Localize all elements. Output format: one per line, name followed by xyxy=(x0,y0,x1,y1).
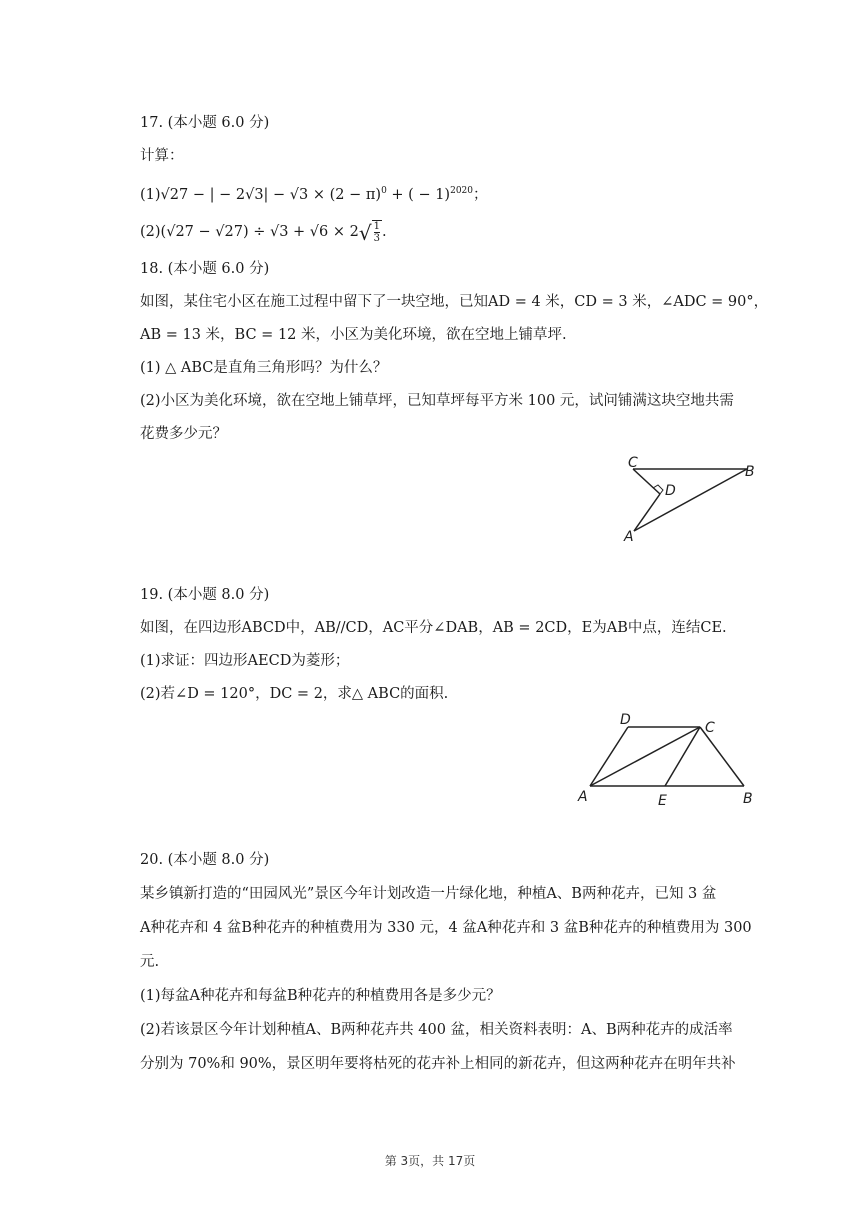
q19-part1: (1)求证：四边形AECD为菱形； xyxy=(140,653,350,669)
q17-part1-end: ； xyxy=(473,187,488,203)
q18-header: 18. (本小题 6.0 分) xyxy=(140,261,270,277)
label-d: D xyxy=(665,483,676,499)
q17-part2-label: (2) xyxy=(140,224,161,240)
q18-part2b: 花费多少元？ xyxy=(140,426,227,442)
segment-ad xyxy=(590,727,628,786)
label-e: E xyxy=(658,793,667,809)
page-footer: 第 3页，共 17页 xyxy=(384,1154,476,1168)
q17-intro: 计算： xyxy=(140,148,184,164)
q19-line1: 如图，在四边形ABCD中，AB//CD，AC平分∠DAB，AB = 2CD，E为AB中点，连结CE. xyxy=(140,620,727,636)
segment-da xyxy=(634,494,660,531)
segment-ac xyxy=(590,727,700,786)
q20-part2: (2)若该景区今年计划种植A、B两种花卉共 400 盆，相关资料表明：A、B两种花卉的成活率 xyxy=(140,1022,733,1038)
q17-part1-expr: √27 − | − 2√3| − √3 × (2 − π) xyxy=(160,187,382,203)
label-c: C xyxy=(705,720,715,736)
q18-line2: AB = 13 米，BC = 12 米，小区为美化环境，欲在空地上铺草坪. xyxy=(140,327,567,343)
label-b: B xyxy=(745,464,755,480)
q18-part1: (1) △ ABC是直角三角形吗？为什么？ xyxy=(140,360,388,376)
q17-part2 xyxy=(140,220,750,244)
q19-figure xyxy=(570,710,765,810)
q17-fraction xyxy=(372,220,382,244)
q20-header: 20. (本小题 8.0 分) xyxy=(140,852,270,868)
segment-ab xyxy=(634,469,747,531)
label-a: A xyxy=(578,789,588,805)
q20-line2: A种花卉和 4 盆B种花卉的种植费用为 330 元，4 盆A种花卉和 3 盆B种花卉的种植费用为 300 xyxy=(140,920,752,936)
segment-cd xyxy=(633,469,660,494)
q17-fraction-numerator: 1 xyxy=(373,221,380,232)
q20-line3: 元. xyxy=(140,954,160,970)
label-b: B xyxy=(743,791,753,807)
q18-line1: 如图，某住宅小区在施工过程中留下了一块空地，已知AD = 4 米，CD = 3 米，∠ADC = 90°， xyxy=(140,294,769,310)
q20-part1: (1)每盆A种花卉和每盆B种花卉的种植费用各是多少元？ xyxy=(140,988,501,1004)
q17-part2-expr: (√27 − √27) ÷ √3 + √6 × 2 xyxy=(160,224,359,240)
label-d: D xyxy=(620,712,631,728)
q20-part2b: 分别为 70%和 90%，景区明年要将枯死的花卉补上相同的新花卉，但这两种花卉在明年共补 xyxy=(140,1056,736,1072)
label-a: A xyxy=(624,529,634,544)
label-c: C xyxy=(628,455,638,471)
q19-part2: (2)若∠D = 120°，DC = 2，求△ ABC的面积. xyxy=(140,686,449,702)
q17-part1 xyxy=(140,181,750,205)
q17-part1-label: (1) xyxy=(140,187,161,203)
q18-part2: (2)小区为美化环境，欲在空地上铺草坪，已知草坪每平方米 100 元，试问铺满这块空地共需 xyxy=(140,393,734,409)
q18-figure xyxy=(620,452,765,544)
q17-part1-tail: + ( − 1) xyxy=(386,187,451,203)
sqrt-sign: √ xyxy=(358,221,372,245)
q19-header: 19. (本小题 8.0 分) xyxy=(140,587,270,603)
q17-part1-exponent-2020: 2020 xyxy=(450,186,473,196)
q20-line1: 某乡镇新打造的“田园风光”景区今年计划改造一片绿化地，种植A、B两种花卉，已知 3 盆 xyxy=(140,886,717,902)
q17-part2-end: . xyxy=(382,224,387,240)
q17-header: 17. (本小题 6.0 分) xyxy=(140,115,270,131)
q17-fraction-denominator: 3 xyxy=(373,233,380,244)
q17-part1-exponent-0: 0 xyxy=(381,186,387,196)
